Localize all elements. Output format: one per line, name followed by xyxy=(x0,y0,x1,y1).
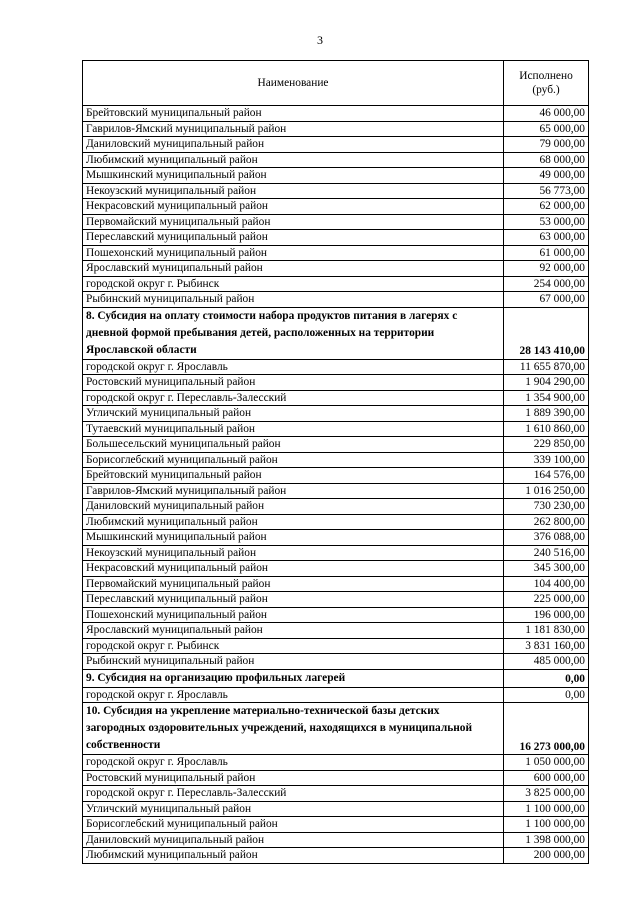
row-name: Первомайский муниципальный район xyxy=(83,576,504,592)
row-name: Борисоглебский муниципальный район xyxy=(83,817,504,833)
row-name: городской округ г. Ярославль xyxy=(83,687,504,703)
row-value: 1 050 000,00 xyxy=(504,755,589,771)
row-value: 254 000,00 xyxy=(504,276,589,292)
row-name: Гаврилов-Ямский муниципальный район xyxy=(83,121,504,137)
row-name: Ростовский муниципальный район xyxy=(83,770,504,786)
table-row xyxy=(83,183,589,199)
table-row xyxy=(83,359,589,375)
table-row xyxy=(83,770,589,786)
row-value: 63 000,00 xyxy=(504,230,589,246)
header-value-title: Исполнено xyxy=(519,69,573,82)
row-name: Рыбинский муниципальный район xyxy=(83,292,504,308)
row-name: Пошехонский муниципальный район xyxy=(83,245,504,261)
table-header xyxy=(83,61,589,106)
row-name: Первомайский муниципальный район xyxy=(83,214,504,230)
table-row xyxy=(83,121,589,137)
row-value: 339 100,00 xyxy=(504,452,589,468)
section-total: 28 143 410,00 xyxy=(504,307,589,359)
row-value: 1 181 830,00 xyxy=(504,623,589,639)
row-value: 3 831 160,00 xyxy=(504,638,589,654)
table-row xyxy=(83,545,589,561)
row-value: 225 000,00 xyxy=(504,592,589,608)
row-value: 56 773,00 xyxy=(504,183,589,199)
table-row xyxy=(83,452,589,468)
row-name: Борисоглебский муниципальный район xyxy=(83,452,504,468)
table-row xyxy=(83,406,589,422)
table-row xyxy=(83,499,589,515)
row-value: 164 576,00 xyxy=(504,468,589,484)
section-title: 8. Субсидия на оплату стоимости набора продуктов питания в лагерях с дневной формой пребывания детей, расположенных на территории Ярославской области xyxy=(83,307,504,359)
table-row xyxy=(83,468,589,484)
row-value: 240 516,00 xyxy=(504,545,589,561)
row-name: Тутаевский муниципальный район xyxy=(83,421,504,437)
row-name: Переславский муниципальный район xyxy=(83,230,504,246)
row-value: 92 000,00 xyxy=(504,261,589,277)
row-value: 196 000,00 xyxy=(504,607,589,623)
header-value-unit: (руб.) xyxy=(532,84,560,96)
row-name: городской округ г. Переславль-Залесский xyxy=(83,786,504,802)
row-value: 1 398 000,00 xyxy=(504,832,589,848)
table-row xyxy=(83,292,589,308)
section-title: 9. Субсидия на организацию профильных лагерей xyxy=(83,669,504,687)
row-name: Брейтовский муниципальный район xyxy=(83,106,504,122)
table-row xyxy=(83,214,589,230)
row-name: Даниловский муниципальный район xyxy=(83,137,504,153)
table-row xyxy=(83,817,589,833)
row-name: Даниловский муниципальный район xyxy=(83,499,504,515)
table-row xyxy=(83,623,589,639)
row-name: Некрасовский муниципальный район xyxy=(83,561,504,577)
header-name: Наименование xyxy=(83,61,504,106)
row-value: 1 016 250,00 xyxy=(504,483,589,499)
row-name: городской округ г. Переславль-Залесский xyxy=(83,390,504,406)
row-name: Даниловский муниципальный район xyxy=(83,832,504,848)
row-name: Пошехонский муниципальный район xyxy=(83,607,504,623)
table-row xyxy=(83,687,589,703)
table-row xyxy=(83,592,589,608)
row-value: 262 800,00 xyxy=(504,514,589,530)
row-name: Мышкинский муниципальный район xyxy=(83,168,504,184)
row-value: 485 000,00 xyxy=(504,654,589,670)
table-row xyxy=(83,152,589,168)
row-name: городской округ г. Рыбинск xyxy=(83,638,504,654)
table-row xyxy=(83,576,589,592)
row-value: 1 100 000,00 xyxy=(504,817,589,833)
row-value: 1 904 290,00 xyxy=(504,375,589,391)
row-value: 53 000,00 xyxy=(504,214,589,230)
row-value: 1 610 860,00 xyxy=(504,421,589,437)
row-value: 200 000,00 xyxy=(504,848,589,864)
table-row xyxy=(83,848,589,864)
table-row xyxy=(83,199,589,215)
row-name: Гаврилов-Ямский муниципальный район xyxy=(83,483,504,499)
row-value: 345 300,00 xyxy=(504,561,589,577)
table-row xyxy=(83,437,589,453)
table-row xyxy=(83,654,589,670)
table-row xyxy=(83,168,589,184)
table-row xyxy=(83,421,589,437)
table-row xyxy=(83,801,589,817)
page-number: 3 xyxy=(317,33,323,47)
row-value: 0,00 xyxy=(504,687,589,703)
section-row xyxy=(83,307,589,359)
row-name: Ростовский муниципальный район xyxy=(83,375,504,391)
row-name: городской округ г. Ярославль xyxy=(83,359,504,375)
table-row xyxy=(83,106,589,122)
row-name: Большесельский муниципальный район xyxy=(83,437,504,453)
row-name: Некоузский муниципальный район xyxy=(83,545,504,561)
table-row xyxy=(83,375,589,391)
row-name: Любимский муниципальный район xyxy=(83,848,504,864)
section-row xyxy=(83,703,589,755)
row-value: 65 000,00 xyxy=(504,121,589,137)
row-value: 1 889 390,00 xyxy=(504,406,589,422)
row-name: Угличский муниципальный район xyxy=(83,406,504,422)
row-value: 79 000,00 xyxy=(504,137,589,153)
section-row xyxy=(83,669,589,687)
row-name: Брейтовский муниципальный район xyxy=(83,468,504,484)
table-row xyxy=(83,755,589,771)
report-table xyxy=(82,60,589,864)
row-name: городской округ г. Ярославль xyxy=(83,755,504,771)
table-row xyxy=(83,561,589,577)
table-row xyxy=(83,245,589,261)
row-name: Мышкинский муниципальный район xyxy=(83,530,504,546)
row-name: Ярославский муниципальный район xyxy=(83,261,504,277)
row-value: 49 000,00 xyxy=(504,168,589,184)
row-value: 3 825 000,00 xyxy=(504,786,589,802)
row-value: 1 354 900,00 xyxy=(504,390,589,406)
table-row xyxy=(83,832,589,848)
table-row xyxy=(83,530,589,546)
row-name: Любимский муниципальный район xyxy=(83,152,504,168)
row-name: Ярославский муниципальный район xyxy=(83,623,504,639)
section-total: 0,00 xyxy=(504,669,589,687)
table-row xyxy=(83,514,589,530)
row-name: Некрасовский муниципальный район xyxy=(83,199,504,215)
row-name: городской округ г. Рыбинск xyxy=(83,276,504,292)
table-row xyxy=(83,607,589,623)
row-value: 46 000,00 xyxy=(504,106,589,122)
row-value: 730 230,00 xyxy=(504,499,589,515)
table-row xyxy=(83,261,589,277)
row-name: Некоузский муниципальный район xyxy=(83,183,504,199)
row-name: Любимский муниципальный район xyxy=(83,514,504,530)
table-row xyxy=(83,276,589,292)
row-value: 11 655 870,00 xyxy=(504,359,589,375)
row-value: 229 850,00 xyxy=(504,437,589,453)
table-row xyxy=(83,483,589,499)
table-row xyxy=(83,638,589,654)
table-row xyxy=(83,137,589,153)
section-title: 10. Субсидия на укрепление материально-технической базы детских загородных оздоровительных учреждений, находящихся в муниципальной собственности xyxy=(83,703,504,755)
table-row xyxy=(83,230,589,246)
row-value: 67 000,00 xyxy=(504,292,589,308)
row-value: 68 000,00 xyxy=(504,152,589,168)
header-value xyxy=(504,61,589,106)
table-row xyxy=(83,390,589,406)
row-name: Переславский муниципальный район xyxy=(83,592,504,608)
row-value: 62 000,00 xyxy=(504,199,589,215)
section-total: 16 273 000,00 xyxy=(504,703,589,755)
row-value: 376 088,00 xyxy=(504,530,589,546)
row-value: 61 000,00 xyxy=(504,245,589,261)
row-value: 104 400,00 xyxy=(504,576,589,592)
row-value: 600 000,00 xyxy=(504,770,589,786)
row-value: 1 100 000,00 xyxy=(504,801,589,817)
row-name: Угличский муниципальный район xyxy=(83,801,504,817)
row-name: Рыбинский муниципальный район xyxy=(83,654,504,670)
table-row xyxy=(83,786,589,802)
